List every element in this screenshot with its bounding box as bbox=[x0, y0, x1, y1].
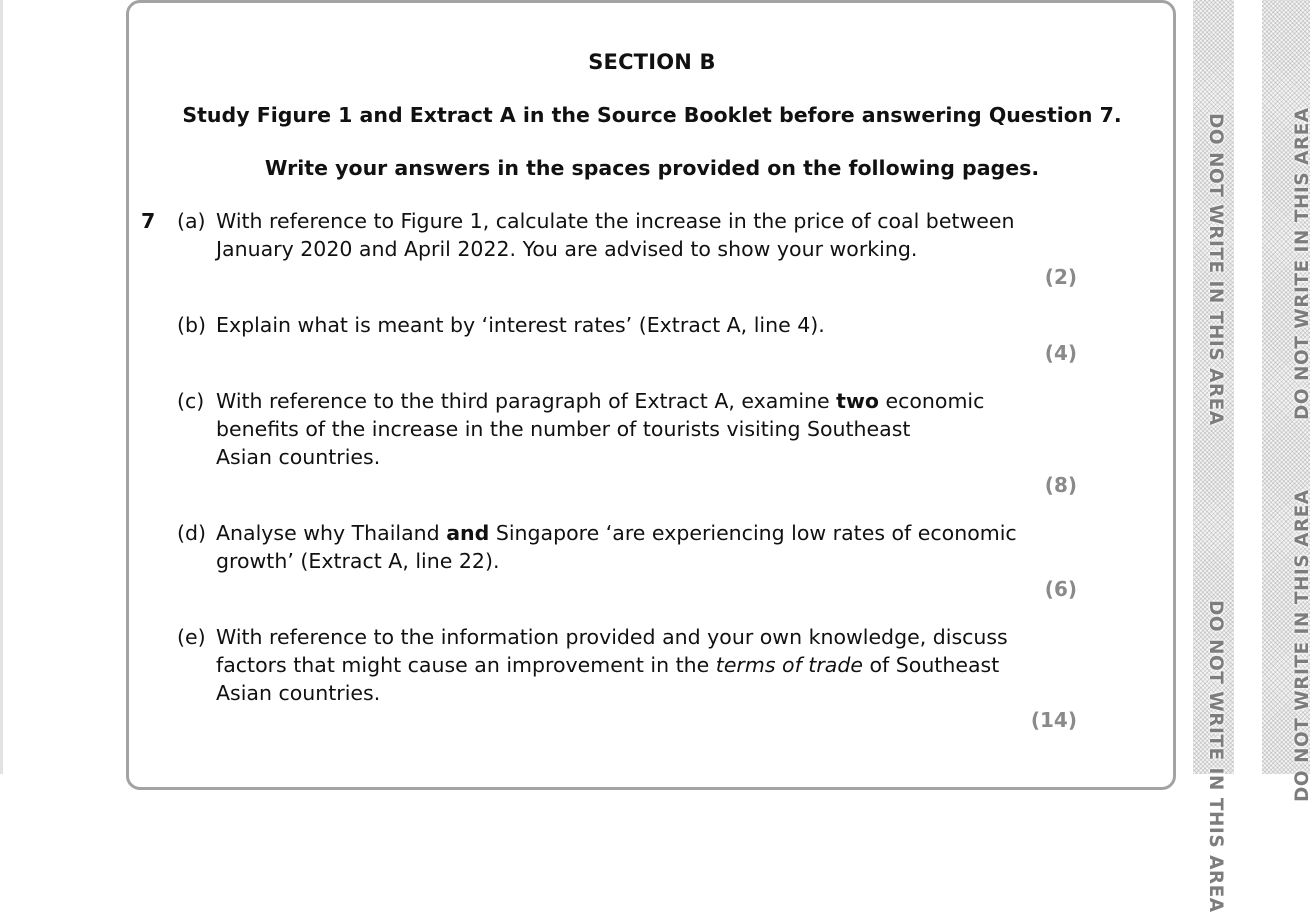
part-e-marks: (14) bbox=[1030, 708, 1077, 732]
part-c-letter: (c) bbox=[177, 389, 205, 413]
part-c-marks: (8) bbox=[1044, 473, 1077, 497]
part-c-line-1 bbox=[216, 389, 984, 413]
part-c-line-3: Asian countries. bbox=[216, 445, 381, 469]
part-e-line-2 bbox=[216, 653, 999, 677]
margin-warning-inner-top: DO NOT WRITE IN THIS AREA bbox=[1205, 113, 1226, 426]
section-title: SECTION B bbox=[588, 50, 716, 74]
part-b-line-1: Explain what is meant by ‘interest rates’ (Extract A, line 4). bbox=[216, 313, 825, 337]
margin-gap bbox=[1234, 0, 1262, 774]
instruction-study: Study Figure 1 and Extract A in the Source Booklet before answering Question 7. bbox=[182, 103, 1122, 127]
part-e-letter: (e) bbox=[177, 625, 206, 649]
margin-warning-outer-bottom: DO NOT WRITE IN THIS AREA bbox=[1292, 489, 1313, 802]
part-c-line-1-end: economic bbox=[878, 389, 985, 413]
part-c-line-1-start: With reference to the third paragraph of Extract A, examine bbox=[216, 389, 837, 413]
question-number: 7 bbox=[141, 209, 156, 233]
part-d-line-1 bbox=[216, 521, 1017, 545]
part-d-line-1-start: Analyse why Thailand bbox=[216, 521, 447, 545]
part-b-letter: (b) bbox=[177, 313, 207, 337]
part-d-marks: (6) bbox=[1044, 577, 1077, 601]
part-b-marks: (4) bbox=[1044, 341, 1077, 365]
part-e-line-2-end: of Southeast bbox=[862, 653, 1000, 677]
part-d-letter: (d) bbox=[177, 521, 207, 545]
part-c-emphasis: two bbox=[836, 389, 879, 413]
part-a-letter: (a) bbox=[177, 209, 206, 233]
part-a-marks: (2) bbox=[1044, 265, 1077, 289]
margin-warning-outer-top: DO NOT WRITE IN THIS AREA bbox=[1292, 107, 1313, 420]
part-e-line-3: Asian countries. bbox=[216, 681, 381, 705]
part-e-italic-term: terms of trade bbox=[715, 653, 863, 677]
part-d-line-1-end: Singapore ‘are experiencing low rates of economic bbox=[489, 521, 1017, 545]
part-a-line-2: January 2020 and April 2022. You are advised to show your working. bbox=[216, 237, 918, 261]
part-d-line-2: growth’ (Extract A, line 22). bbox=[216, 549, 500, 573]
part-c-line-2: benefits of the increase in the number of tourists visiting Southeast bbox=[216, 417, 911, 441]
instruction-write: Write your answers in the spaces provided on the following pages. bbox=[264, 156, 1040, 180]
part-a-line-1: With reference to Figure 1, calculate the increase in the price of coal between bbox=[216, 209, 1015, 233]
margin-warning-inner-bottom: DO NOT WRITE IN THIS AREA bbox=[1205, 600, 1226, 913]
left-edge-rule bbox=[0, 0, 3, 774]
part-e-line-2-start: factors that might cause an improvement in the bbox=[216, 653, 716, 677]
part-d-emphasis: and bbox=[446, 521, 490, 545]
part-e-line-1: With reference to the information provided and your own knowledge, discuss bbox=[216, 625, 1008, 649]
